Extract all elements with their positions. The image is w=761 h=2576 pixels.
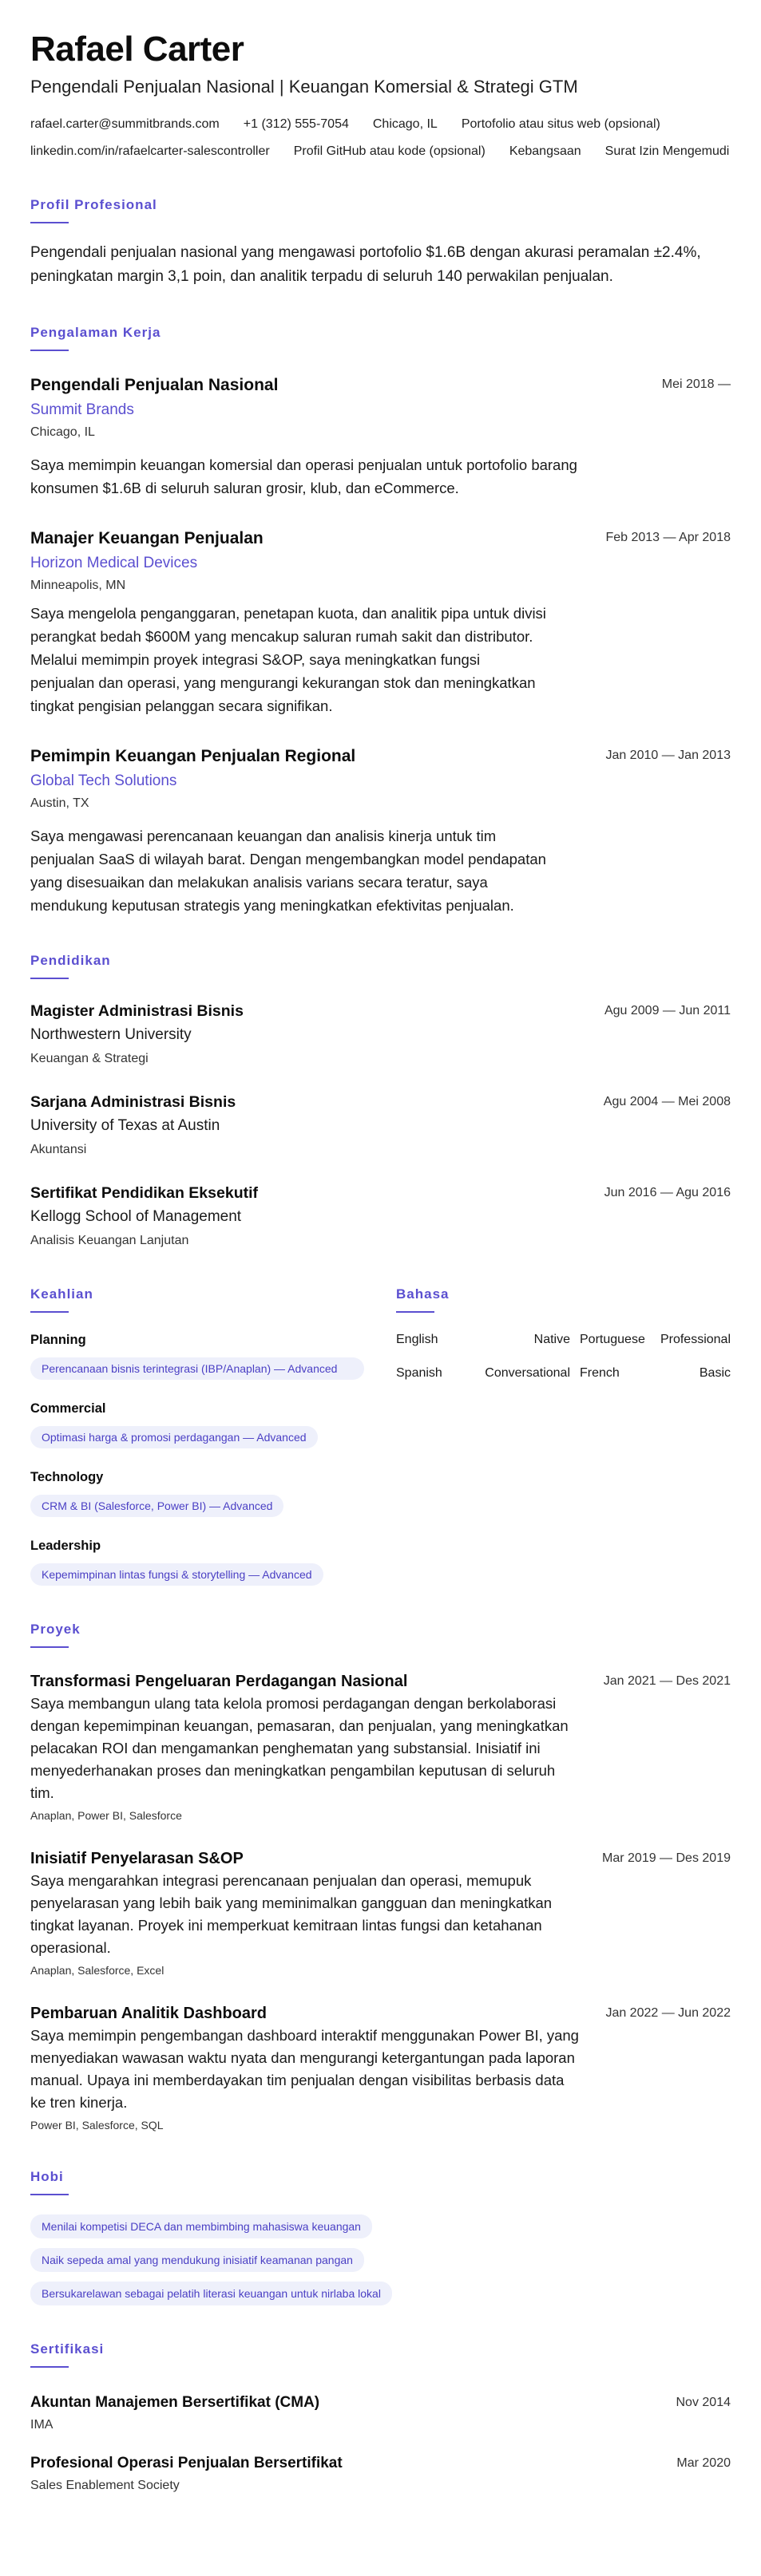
section-divider	[30, 1646, 69, 1648]
certification-date: Mar 2020	[676, 2456, 731, 2470]
contact-list	[30, 115, 731, 161]
education-school: University of Texas at Austin	[30, 1117, 220, 1134]
certification-issuer: Sales Enablement Society	[30, 2479, 180, 2492]
project-date: Jan 2021 — Des 2021	[603, 1674, 731, 1688]
profile-summary: Pengendali penjualan nasional yang mengawasi portofolio $1.6B dengan akurasi peramalan ±2.4%, peningkatan margin 3,1 poin, dan analitik terpadu di seluruh 140 perwakilan penjualan.	[30, 244, 701, 285]
skill-chip: Kepemimpinan lintas fungsi & storytelling — Advanced	[30, 1563, 323, 1586]
job-location: Austin, TX	[30, 796, 89, 810]
hobby-chip: Menilai kompetisi DECA dan membimbing mahasiswa keuangan	[30, 2214, 372, 2238]
project-entry	[30, 1670, 731, 1823]
job-entry	[30, 527, 731, 717]
project-tech: Power BI, Salesforce, SQL	[30, 2119, 164, 2132]
experience-section	[30, 324, 731, 917]
skill-group	[30, 1399, 364, 1448]
project-title: Inisiatif Penyelarasan S&OP	[30, 1850, 244, 1867]
language-level: Professional	[660, 1333, 731, 1346]
section-title: Keahlian	[30, 1286, 93, 1302]
language-list	[396, 1330, 731, 1383]
skill-group	[30, 1330, 364, 1380]
language-name: French	[580, 1366, 620, 1380]
hobby-chip: Naik sepeda amal yang mendukung inisiatif keamanan pangan	[30, 2248, 364, 2272]
section-divider	[30, 222, 69, 223]
section-divider	[30, 2194, 69, 2195]
education-entry	[30, 1091, 731, 1160]
certification-date: Nov 2014	[676, 2396, 731, 2409]
project-title: Pembaruan Analitik Dashboard	[30, 2005, 267, 2022]
projects-section	[30, 1621, 731, 2133]
education-degree: Sertifikat Pendidikan Eksekutif	[30, 1184, 259, 1202]
job-entry	[30, 373, 731, 500]
section-title: Pengalaman Kerja	[30, 325, 161, 340]
education-school: Northwestern University	[30, 1026, 192, 1043]
certification-name: Akuntan Manajemen Bersertifikat (CMA)	[30, 2394, 320, 2411]
skill-group	[30, 1468, 364, 1517]
education-entry	[30, 1000, 731, 1069]
job-company: Horizon Medical Devices	[30, 555, 198, 571]
section-title: Sertifikasi	[30, 2341, 105, 2357]
education-field: Keuangan & Strategi	[30, 1052, 149, 1065]
contact-email[interactable]: rafael.carter@summitbrands.com	[30, 117, 220, 131]
section-divider	[30, 2366, 69, 2368]
language-level: Native	[533, 1333, 570, 1346]
job-title: Manajer Keuangan Penjualan	[30, 529, 264, 547]
section-divider	[396, 1311, 434, 1313]
project-date: Mar 2019 — Des 2019	[602, 1851, 731, 1865]
section-title: Pendidikan	[30, 953, 111, 968]
job-location: Minneapolis, MN	[30, 579, 126, 592]
skills-section	[30, 1286, 364, 1586]
skill-category: Planning	[30, 1333, 86, 1347]
profile-section	[30, 196, 731, 289]
job-description: Saya mengelola penganggaran, penetapan kuota, dan analitik pipa untuk divisi perangkat bedah $600M yang mencakup saluran rumah sakit dan distributor. Melalui memimpin proyek integrasi S&OP, saya meningkatkan fungsi penjualan dan operasi, yang mengurangi kekurangan stok dan meningkatkan tingkat pengisian pelanggan secara signifikan.	[30, 605, 546, 714]
contact-github[interactable]: Profil GitHub atau kode (opsional)	[293, 144, 486, 158]
contact-nationality: Kebangsaan	[509, 144, 581, 158]
project-tech: Anaplan, Salesforce, Excel	[30, 1964, 164, 1977]
project-description: Saya mengarahkan integrasi perencanaan penjualan dan operasi, memupuk penyelarasan yang lebih baik yang meminimalkan gangguan dan meningkatkan tingkat layanan. Proyek ini memperkuat kemitraan lintas fungsi dan ketahanan operasional.	[30, 1872, 553, 1956]
certification-entry	[30, 2392, 731, 2435]
contact-drivers-license: Surat Izin Mengemudi	[604, 144, 730, 158]
certifications-section	[30, 2341, 731, 2495]
candidate-headline: Pengendali Penjualan Nasional | Keuangan Komersial & Strategi GTM	[30, 77, 578, 97]
language-level: Basic	[699, 1366, 731, 1380]
language-name: Spanish	[396, 1366, 442, 1380]
education-degree: Sarjana Administrasi Bisnis	[30, 1093, 236, 1111]
skill-group	[30, 1536, 364, 1586]
skill-chip: CRM & BI (Salesforce, Power BI) — Advanced	[30, 1495, 283, 1517]
skills-languages-row	[30, 1286, 731, 1586]
project-description: Saya membangun ulang tata kelola promosi perdagangan dengan berkolaborasi dengan kepemimpinan keuangan, pemasaran, dan penjualan, yang meningkatkan pelacakan ROI dan mengamankan penghematan yang substansial. Inisiatif ini menyederhanakan proses dan meningkatkan pengambilan keputusan di seluruh tim.	[30, 1695, 569, 1801]
project-date: Jan 2022 — Jun 2022	[605, 2006, 731, 2020]
education-degree: Magister Administrasi Bisnis	[30, 1002, 244, 1020]
job-date: Mei 2018 —	[661, 377, 731, 391]
section-title: Proyek	[30, 1622, 81, 1637]
education-date: Agu 2009 — Jun 2011	[604, 1004, 731, 1017]
contact-portfolio[interactable]: Portofolio atau situs web (opsional)	[461, 117, 660, 131]
project-tech: Anaplan, Power BI, Salesforce	[30, 1809, 182, 1822]
hobby-chip: Bersukarelawan sebagai pelatih literasi keuangan untuk nirlaba lokal	[30, 2282, 392, 2305]
job-description: Saya mengawasi perencanaan keuangan dan analisis kinerja untuk tim penjualan SaaS di wilayah barat. Dengan mengembangkan model pendapatan yang disesuaikan dan melakukan analisis varians secara teratur, saya mendukung keputusan strategis yang meningkatkan efektivitas penjualan.	[30, 828, 546, 914]
education-date: Jun 2016 — Agu 2016	[604, 1186, 731, 1199]
contact-phone[interactable]: +1 (312) 555-7054	[243, 117, 349, 131]
education-school: Kellogg School of Management	[30, 1208, 242, 1225]
section-title: Bahasa	[396, 1286, 450, 1302]
skill-chip: Optimasi harga & promosi perdagangan — Advanced	[30, 1426, 318, 1448]
skill-category: Commercial	[30, 1401, 106, 1416]
job-date: Jan 2010 — Jan 2013	[605, 749, 731, 762]
hobbies-section	[30, 2168, 731, 2305]
skill-category: Technology	[30, 1470, 104, 1484]
job-title: Pemimpin Keuangan Penjualan Regional	[30, 747, 356, 765]
education-field: Analisis Keuangan Lanjutan	[30, 1234, 189, 1247]
project-entry	[30, 2002, 731, 2133]
candidate-name: Rafael Carter	[30, 30, 244, 69]
job-entry	[30, 745, 731, 917]
job-title: Pengendali Penjualan Nasional	[30, 376, 279, 394]
section-title: Profil Profesional	[30, 197, 157, 212]
language-name: English	[396, 1333, 438, 1346]
section-divider	[30, 350, 69, 351]
education-section	[30, 952, 731, 1250]
education-date: Agu 2004 — Mei 2008	[603, 1095, 731, 1108]
language-level: Conversational	[485, 1366, 570, 1380]
section-divider	[30, 1311, 69, 1313]
certification-issuer: IMA	[30, 2418, 54, 2432]
section-divider	[30, 978, 69, 979]
section-title: Hobi	[30, 2169, 64, 2184]
skill-category: Leadership	[30, 1539, 101, 1553]
skill-chip: Perencanaan bisnis terintegrasi (IBP/Anaplan) — Advanced	[30, 1357, 364, 1380]
education-field: Akuntansi	[30, 1143, 87, 1156]
resume-header	[30, 29, 731, 161]
contact-location: Chicago, IL	[372, 117, 438, 131]
job-date: Feb 2013 — Apr 2018	[605, 531, 731, 544]
certification-name: Profesional Operasi Penjualan Bersertifikat	[30, 2455, 343, 2471]
job-company: Summit Brands	[30, 401, 134, 418]
project-title: Transformasi Pengeluaran Perdagangan Nasional	[30, 1673, 408, 1690]
project-description: Saya memimpin pengembangan dashboard interaktif menggunakan Power BI, yang menyediakan wawasan waktu nyata dan mengurangi ketergantungan pada laporan manual. Upaya ini memberdayakan tim penjualan dengan visibilitas berbasis data ke tren kinerja.	[30, 2027, 579, 2111]
language-name: Portuguese	[580, 1333, 645, 1346]
job-description: Saya memimpin keuangan komersial dan operasi penjualan untuk portofolio barang konsumen $1.6B di seluruh saluran grosir, klub, dan eCommerce.	[30, 456, 577, 496]
certification-entry	[30, 2452, 731, 2495]
job-location: Chicago, IL	[30, 425, 95, 439]
job-company: Global Tech Solutions	[30, 772, 177, 789]
education-entry	[30, 1182, 731, 1250]
project-entry	[30, 1847, 731, 1978]
languages-section	[396, 1286, 731, 1586]
contact-linkedin[interactable]: linkedin.com/in/rafaelcarter-salescontroller	[30, 144, 270, 158]
